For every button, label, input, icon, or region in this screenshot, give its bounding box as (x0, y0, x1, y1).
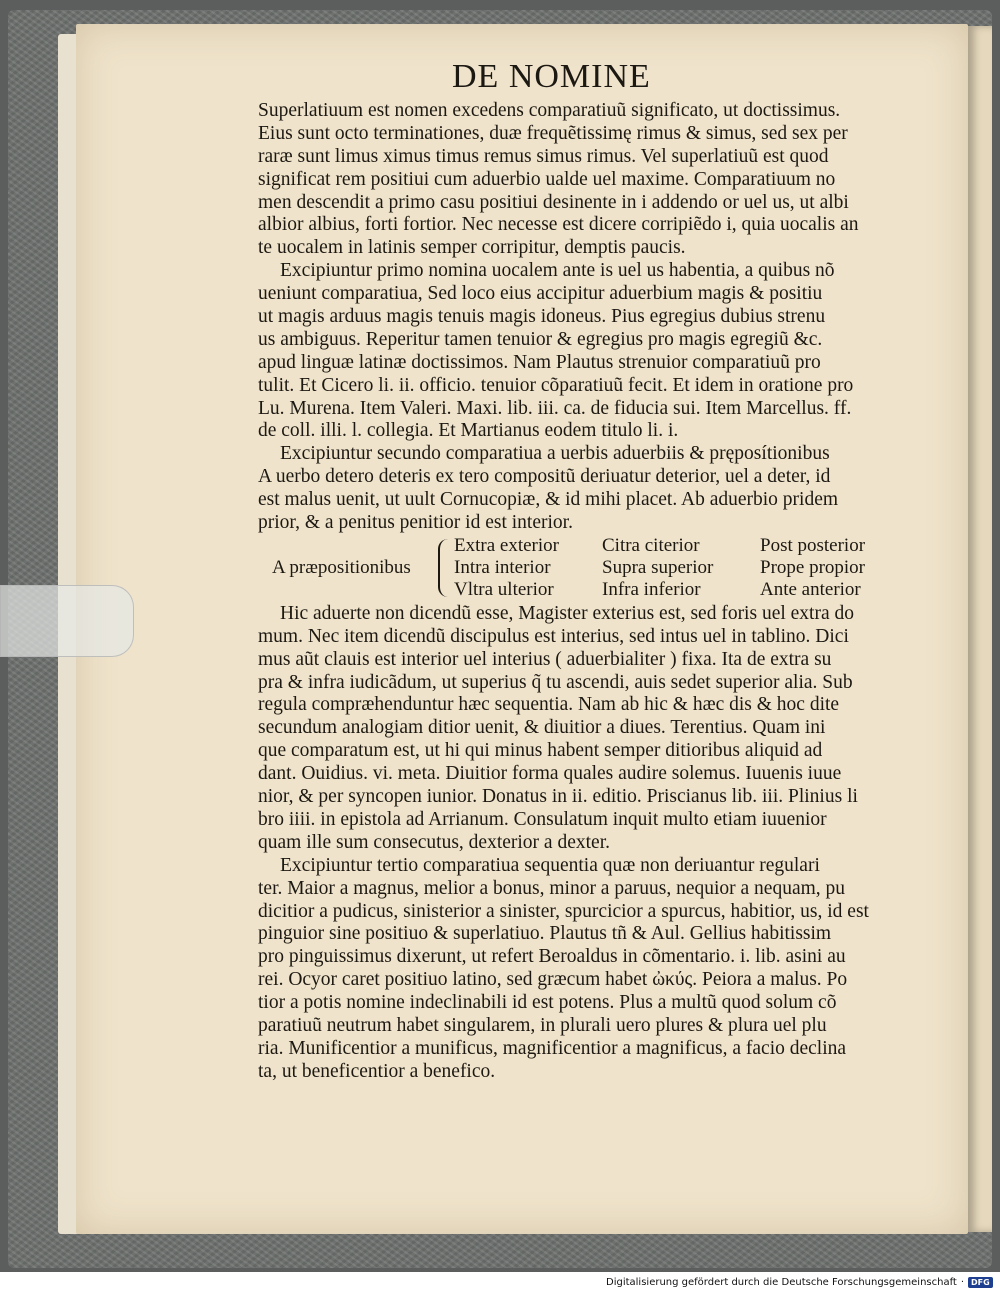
text-line: pra & infra iudicãdum, ut superius q̃ tu ascendi, auis sedet superior alia. Sub (258, 671, 853, 693)
text-line: Excipiuntur tertio comparatiua sequentia quæ non deriuantur regulari (280, 854, 820, 876)
table-cell: Prope propior (760, 556, 866, 578)
text-line: mum. Nec item dicendũ discipulus est interius, sed intus uel in tablino. Dici (258, 625, 849, 647)
text-line: albior albius, forti fortior. Nec necesse est dicere corripiẽdo i, quia uocalis an (258, 214, 859, 236)
text-line: dant. Ouidius. vi. meta. Diuitior forma quales audire solemus. Iuuenis iuue (258, 763, 842, 785)
table-cell: Citra citerior (602, 534, 700, 556)
table-brace (438, 539, 450, 597)
text-line: ut magis arduus magis tenuis magis idoneus. Pius egregius dubius strenu (258, 306, 826, 328)
text-line: regula compræhenduntur hæc sequentia. Nam ab hic & hæc dis & hoc dite (258, 694, 840, 716)
text-block-2 (258, 603, 904, 1084)
text-line: est malus uenit, ut uult Cornucopiæ, & id mihi placet. Ab aduerbio pridem (258, 489, 839, 511)
text-line: pinguior sine positiuo & superlatiuo. Plautus tñ & Aul. Gellius habitissim (258, 923, 832, 945)
text-line: te uocalem in latinis semper corripitur, demptis paucis. (258, 237, 686, 259)
text-line: Hic aduerte non dicendũ esse, Magister exterius est, sed foris uel extra do (280, 602, 854, 624)
text-line: quam ille sum consecutus, dexterior a dexter. (258, 831, 610, 853)
table-cell: Post posterior (760, 534, 866, 556)
table-cell: Vltra ulterior (454, 578, 554, 600)
text-line: mus aũt clauis est interior uel interius ( aduerbialiter ) fixa. Ita de extra su (258, 648, 832, 670)
table-cell: Ante anterior (760, 578, 861, 600)
text-line: de coll. illi. l. collegia. Et Martianus eodem titulo li. i. (258, 420, 679, 442)
table-cell: Infra inferior (602, 578, 701, 600)
text-line: significat rem positiui cum aduerbio ualde uel maxime. Comparatiuum no (258, 168, 836, 190)
table-cell: Extra exterior (454, 534, 559, 556)
table-cell: Intra interior (454, 556, 551, 578)
page-text (258, 100, 904, 1084)
page-clip-tab (0, 585, 134, 657)
text-line: Excipiuntur primo nomina uocalem ante is uel us habentia, a quibus nõ (280, 260, 835, 282)
text-line: Superlatiuum est nomen excedens comparatiuũ significato, ut doctissimus. (258, 100, 841, 121)
text-line: secundum analogiam ditior uenit, & diuitior a diues. Terentius. Quam ini (258, 717, 826, 739)
table-label: A præpositionibus (272, 556, 411, 578)
text-line: que comparatum est, ut hi qui minus habent semper ditioribus aliquid ad (258, 740, 823, 762)
table-cell: Supra superior (602, 556, 714, 578)
text-line: tulit. Et Cicero li. ii. officio. tenuior cõparatiuũ fecit. Et idem in oratione pro (258, 374, 854, 396)
text-line: raræ sunt limus ximus timus remus simus rimus. Vel superlatiuũ est quod (258, 145, 829, 167)
text-line: us ambiguus. Reperitur tamen tenuior & egregius pro magis egregiũ &c. (258, 328, 823, 350)
text-line: paratiuũ neutrum habet singularem, in plurali uero plures & plura uel plu (258, 1014, 827, 1036)
prepositions-table (258, 535, 904, 603)
text-line: ta, ut beneficentior a benefico. (258, 1060, 496, 1082)
text-line: nior, & per syncopen iunior. Donatus in ii. editio. Priscianus lib. iii. Plinius li (258, 786, 858, 808)
text-line: dicitior a pudicus, sinisterior a sinister, spurcicior a spurcus, habitior, us, id est (258, 900, 869, 922)
text-line: rei. Ocyor caret positiuo latino, sed græcum habet ὠκύς. Peiora a malus. Po (258, 969, 848, 991)
text-line: Lu. Murena. Item Valeri. Maxi. lib. iii. ca. de fiducia sui. Item Marcellus. ff. (258, 397, 852, 419)
facing-page-edge (968, 26, 992, 1232)
text-line: A uerbo detero deteris ex tero compositũ deriuatur deterior, uel a deter, id (258, 466, 831, 488)
text-line: bro iiii. in epistola ad Arrianum. Consulatum inquit multo etiam iuuenior (258, 808, 827, 830)
text-line: Excipiuntur secundo comparatiua a uerbis aduerbiis & pręposítionibus (280, 443, 830, 465)
text-line: Eius sunt octo terminationes, duæ frequẽtissimę rimus & simus, sed sex per (258, 122, 848, 144)
page-heading: DE NOMINE (452, 58, 651, 95)
text-line: ter. Maior a magnus, melior a bonus, minor a paruus, nequior a nequam, pu (258, 877, 846, 899)
text-line: men descendit a primo casu positiui desinente in i addendo or uel us, ut albi (258, 191, 849, 213)
footer-credit: Digitalisierung gefördert durch die Deutsche Forschungsgemeinschaft · DFG (606, 1275, 992, 1289)
text-block-1 (258, 100, 904, 535)
text-line: ueniunt comparatiua, Sed loco eius accipitur aduerbium magis & positiu (258, 283, 823, 305)
text-line: tior a potis nomine indeclinabili id est potens. Plus a multũ quod solum cõ (258, 992, 837, 1014)
text-line: prior, & a penitus penitior id est interior. (258, 512, 573, 534)
dfg-logo: DFG (968, 1277, 993, 1288)
text-line: pro pinguissimus dixerunt, ut refert Beroaldus in cõmentario. i. lib. asini au (258, 946, 846, 968)
text-line: ria. Munificentior a munificus, magnificentior a magnificus, a facio declina (258, 1037, 847, 1059)
footer-text: Digitalisierung gefördert durch die Deutsche Forschungsgemeinschaft (606, 1276, 957, 1288)
text-line: apud linguæ latinæ doctissimos. Nam Plautus strenuior comparatiuũ pro (258, 351, 821, 373)
